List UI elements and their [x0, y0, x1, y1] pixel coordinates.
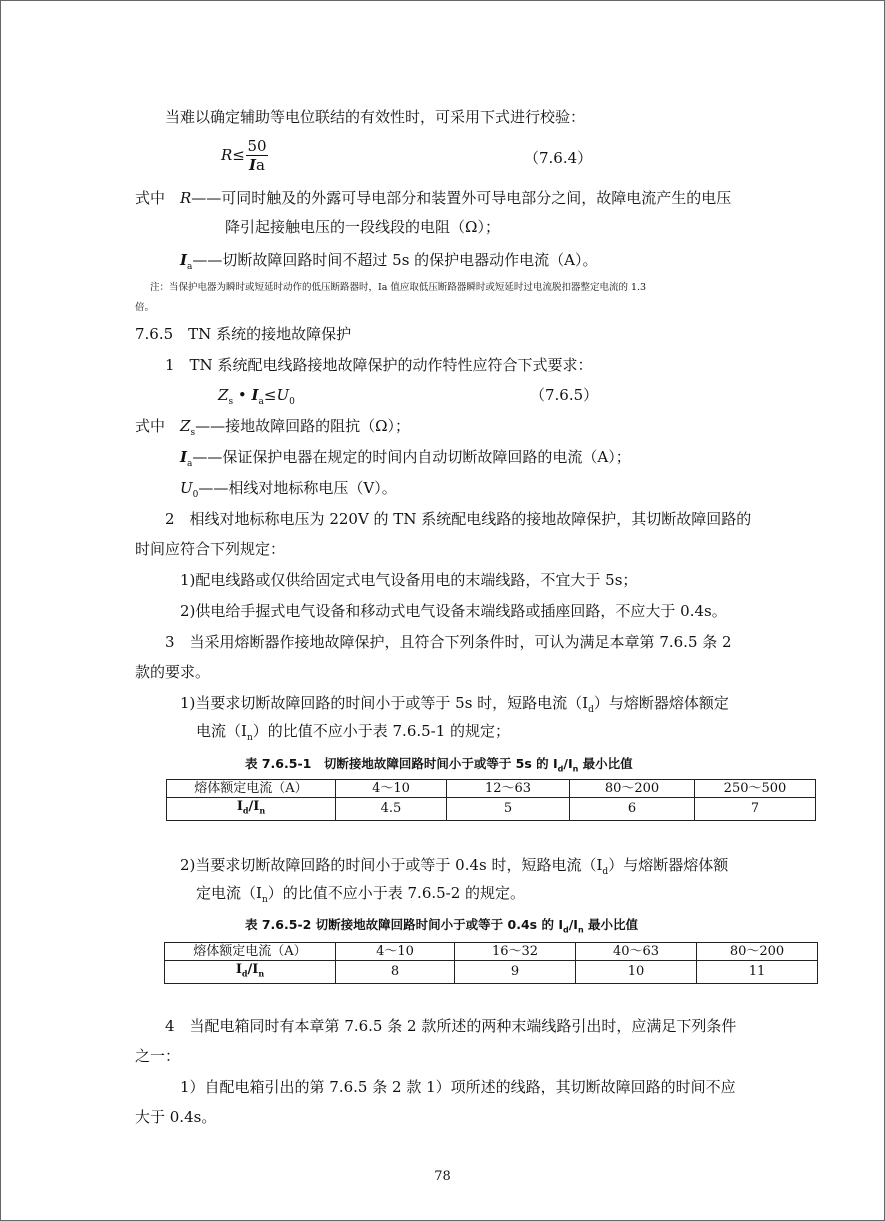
page-number: 78	[434, 1169, 451, 1184]
table-cell: 12～63	[447, 780, 570, 798]
where-u0: $U_0——$相线对地标称电压（V）。	[180, 479, 397, 500]
table-cell: 80～200	[570, 780, 695, 798]
table-cell: 4.5	[336, 798, 447, 821]
item-2-2: 2)供电给手握式电气设备和移动式电气设备末端线路或插座回路，不应大于 0.4s。	[180, 602, 727, 620]
table-cell: 4～10	[336, 780, 447, 798]
note-line-1: 注：当保护电器为瞬时或短延时动作的低压断路器时，Ia 值应取低压断路器瞬时或短延时过电流脱扣器整定电流的 1.3	[150, 282, 647, 293]
table-1-caption: 表 7.6.5-1 切断接地故障回路时间小于或等于 5s 的 $I_d/I_n$ 最小比值	[245, 756, 633, 774]
item-4-1: 1）自配电箱引出的第 7.6.5 条 2 款 1）项所述的线路，其切断故障回路的时间不应	[180, 1078, 736, 1096]
table-cell: 16～32	[455, 943, 576, 961]
item-3-1-cont: 电流$(I_n)$的比值不应小于表 7.6.5-1 的规定；	[196, 722, 511, 743]
paragraph-2-cont: 时间应符合下列规定：	[135, 540, 286, 558]
paragraph-3-cont: 款的要求。	[135, 663, 211, 681]
table-cell: 7	[695, 798, 816, 821]
table-cell: 40～63	[576, 943, 697, 961]
formula-lhs: R≤	[221, 146, 245, 164]
where-label: 式中	[135, 189, 166, 207]
table-row-label: $I_d/I_n$	[165, 961, 336, 984]
item-3-2: 2)当要求切断故障回路的时间小于或等于 0.4s 时，短路电流$(I_d)$与熔断器熔体额	[180, 856, 729, 877]
table-row-label: $I_d/I_n$	[167, 798, 336, 821]
section-heading-765: 7.6.5 TN 系统的接地故障保护	[135, 325, 352, 343]
paragraph-intro: 当难以确定辅助等电位联结的有效性时，可采用下式进行校验：	[165, 108, 586, 126]
where-label-2: 式中	[135, 417, 166, 435]
item-2-1: 1)配电线路或仅供给固定式电气设备用电的末端线路，不宜大于 5s；	[180, 571, 638, 589]
formula-number-764: （7.6.4）	[524, 149, 593, 167]
fraction-numerator: 50	[247, 137, 267, 155]
table-cell: 熔体额定电流（A）	[165, 943, 336, 961]
table-cell: 8	[336, 961, 455, 984]
table-cell: 10	[576, 961, 697, 984]
formula-fraction	[246, 137, 268, 174]
where-zs: $Z_s——$接地故障回路的阻抗（Ω）；	[180, 417, 411, 438]
table-2-caption: 表 7.6.5-2 切断接地故障回路时间小于或等于 0.4s 的 $I_d/I_n$ 最小比值	[245, 917, 638, 935]
table-cell: 250～500	[695, 780, 816, 798]
where-r-cont: 降引起接触电压的一段线段的电阻（Ω）；	[225, 218, 500, 236]
paragraph-1: 1 TN 系统配电线路接地故障保护的动作特性应符合下式要求：	[165, 356, 593, 374]
table-cell: 80～200	[697, 943, 818, 961]
table-cell: 熔体额定电流（A）	[167, 780, 336, 798]
table-cell: 9	[455, 961, 576, 984]
table-cell: 4～10	[336, 943, 455, 961]
formula-number-765: （7.6.5）	[530, 386, 599, 404]
where-ia-2: $I_a——$保证保护电器在规定的时间内自动切断故障回路的电流（A）；	[180, 448, 631, 469]
fraction-denominator: Ia	[249, 156, 265, 174]
table-2-header-row	[165, 943, 818, 961]
table-2-data-row	[165, 961, 818, 984]
item-4-1-cont: 大于 0.4s。	[135, 1108, 217, 1126]
note-line-2: 倍。	[135, 302, 155, 313]
table-cell: 6	[570, 798, 695, 821]
table-cell: 11	[697, 961, 818, 984]
table-2	[164, 942, 818, 984]
item-3-2-cont: 定电流$(I_n)$的比值不应小于表 7.6.5-2 的规定。	[196, 884, 526, 905]
table-1-data-row	[167, 798, 816, 821]
where-ia: $I_a——$切断故障回路时间不超过 5s 的保护电器动作电流（A）。	[180, 251, 598, 272]
paragraph-4-cont: 之一：	[135, 1047, 181, 1065]
table-1	[166, 779, 816, 821]
paragraph-4: 4 当配电箱同时有本章第 7.6.5 条 2 款所述的两种末端线路引出时，应满足下列条件	[165, 1017, 737, 1035]
item-3-1: 1)当要求切断故障回路的时间小于或等于 5s 时，短路电流$(I_d)$与熔断器熔体额定	[180, 694, 729, 715]
formula-765: $Z_s$ • $I_a\le U_0$	[218, 386, 295, 407]
table-1-header-row	[167, 780, 816, 798]
paragraph-2: 2 相线对地标称电压为 220V 的 TN 系统配电线路的接地故障保护，其切断故障回路的	[165, 510, 752, 528]
paragraph-3: 3 当采用熔断器作接地故障保护，且符合下列条件时，可认为满足本章第 7.6.5 条 2	[165, 633, 732, 651]
where-r: R——可同时触及的外露可导电部分和装置外可导电部分之间，故障电流产生的电压	[180, 189, 732, 207]
table-cell: 5	[447, 798, 570, 821]
